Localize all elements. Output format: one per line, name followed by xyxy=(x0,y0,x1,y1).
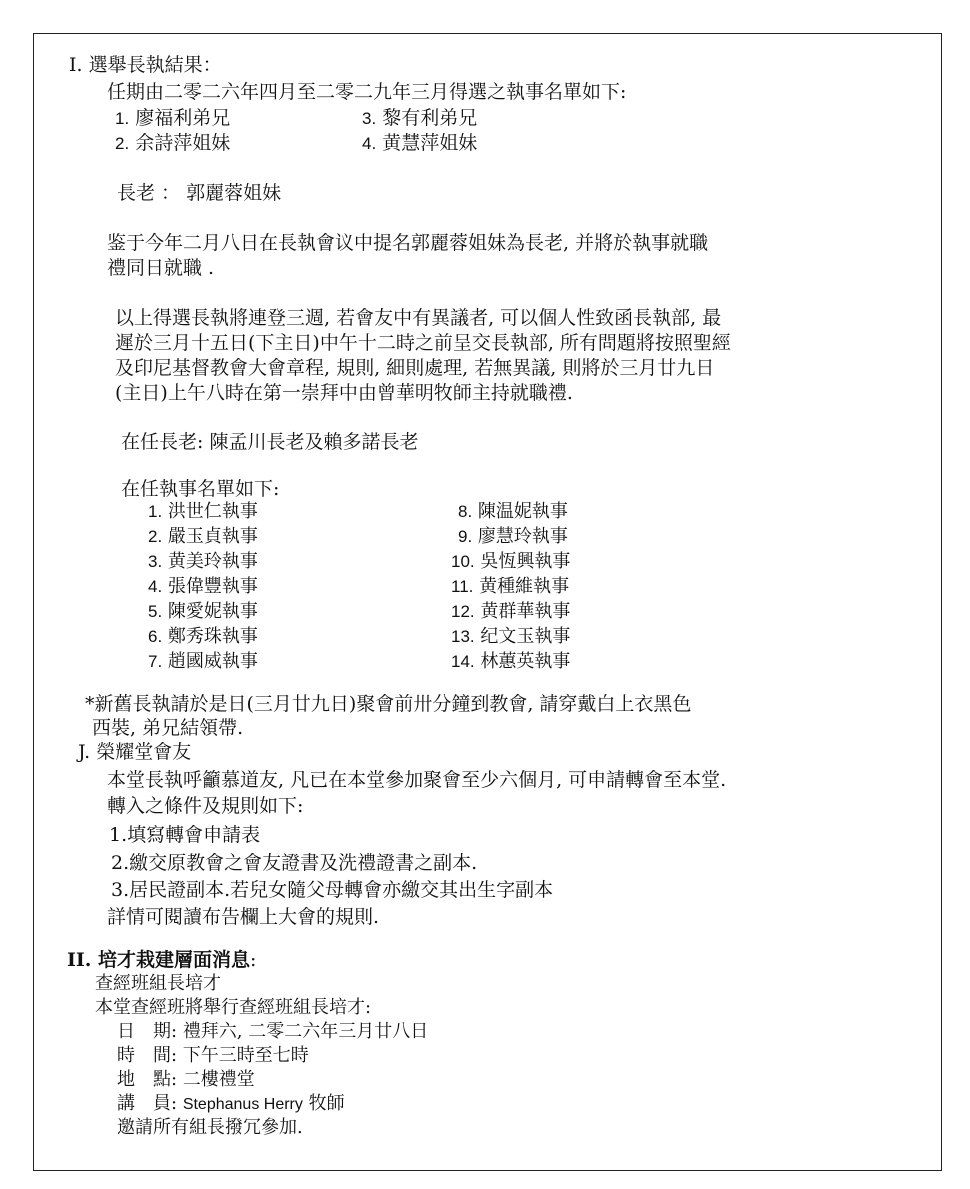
elected-item: 2. 余詩萍姐妹 xyxy=(115,132,231,154)
section-ii-intro: 本堂查經班將舉行查經班組長培才: xyxy=(95,997,372,1018)
deacon-item: 4. 張偉豐執事 xyxy=(148,576,258,597)
elder-name: 郭麗蓉姐妹 xyxy=(186,182,282,204)
para1-line: 鉴于今年二月八日在長執會议中提名郭麗蓉姐妹為長老, 并將於執事就職 xyxy=(107,232,709,254)
deacon-item: 13. 纪文玉執事 xyxy=(451,626,571,647)
info-date: 日 期: 禮拜六, 二零二六年三月廿八日 xyxy=(117,1021,429,1042)
section-j-line: 3.居民證副本.若兒女隨父母轉會亦繳交其出生字副本 xyxy=(111,879,554,901)
elder-line xyxy=(117,181,281,205)
para2-line: 以上得選長執將連登三週, 若會友中有異議者, 可以個人性致函長執部, 最 xyxy=(115,307,722,329)
info-time: 時 間: 下午三時至七時 xyxy=(117,1045,309,1066)
deacon-item: 8. 陳温妮執事 xyxy=(458,501,568,522)
note-line: 西裝, 弟兄結領帶. xyxy=(92,717,244,739)
deacon-item: 3. 黄美玲執事 xyxy=(148,551,258,572)
info-place: 地 點: 二樓禮堂 xyxy=(117,1069,255,1090)
elected-item: 1. 廖福利弟兄 xyxy=(115,107,231,129)
deacon-item: 5. 陳愛妮執事 xyxy=(148,601,258,622)
elected-item: 4. 黄慧萍姐妹 xyxy=(362,132,478,154)
section-ii-sub: 查經班組長培才 xyxy=(95,973,221,994)
deacon-item: 7. 趙國威執事 xyxy=(148,651,258,672)
section-ii-heading: II. 培才栽建層面消息: xyxy=(67,949,257,971)
deacon-item: 11. 黄種維執事 xyxy=(451,576,570,597)
para2-line: (主日)上午八時在第一崇拜中由曾華明牧師主持就職禮. xyxy=(115,382,573,404)
deacon-item: 2. 嚴玉貞執事 xyxy=(148,526,258,547)
para2-line: 遲於三月十五日(下主日)中午十二時之前呈交長執部, 所有問題將按照聖經 xyxy=(115,332,731,354)
info-speaker: 講 員: Stephanus Herry 牧師 xyxy=(117,1093,345,1114)
section-j-line: 轉入之條件及規則如下: xyxy=(107,795,304,817)
deacon-item: 10. 吳恆興執事 xyxy=(451,551,571,572)
elder-label: 長老 ： xyxy=(117,182,181,204)
deacon-item: 14. 林蕙英執事 xyxy=(451,651,571,672)
para2-line: 及印尼基督教會大會章程, 規則, 細則處理, 若無異議, 則將於三月廿九日 xyxy=(115,357,715,379)
elected-item: 3. 黎有利弟兄 xyxy=(362,107,478,129)
deacons-title: 在任執事名單如下: xyxy=(121,478,280,500)
deacon-item: 6. 鄭秀珠執事 xyxy=(148,626,258,647)
deacon-item: 9. 廖慧玲執事 xyxy=(458,526,568,547)
para1-line: 禮同日就職 . xyxy=(107,257,215,279)
deacon-item: 12. 黄群華執事 xyxy=(451,601,571,622)
section-j-heading: J. 榮耀堂會友 xyxy=(78,741,192,763)
closing-line: 邀請所有組長撥冗參加. xyxy=(117,1117,303,1138)
note-line: *新舊長執請於是日(三月廿九日)聚會前卅分鐘到教會, 請穿戴白上衣黑色 xyxy=(85,693,692,715)
deacon-item: 1. 洪世仁執事 xyxy=(148,501,258,522)
section-j-line: 2.繳交原教會之會友證書及洗禮證書之副本. xyxy=(111,852,478,874)
section-i-heading: I. 選舉長執結果： xyxy=(69,54,222,76)
section-j-line: 本堂長執呼籲慕道友, 凡已在本堂參加聚會至少六個月, 可申請轉會至本堂. xyxy=(107,769,727,791)
term-line: 任期由二零二六年四月至二零二九年三月得選之執事名單如下: xyxy=(107,81,627,103)
section-j-line: 1.填寫轉會申請表 xyxy=(109,824,261,846)
current-elders: 在任長老: 陳孟川長老及賴多諾長老 xyxy=(121,431,419,453)
section-j-line: 詳情可閱讀布告欄上大會的規則. xyxy=(107,906,380,928)
